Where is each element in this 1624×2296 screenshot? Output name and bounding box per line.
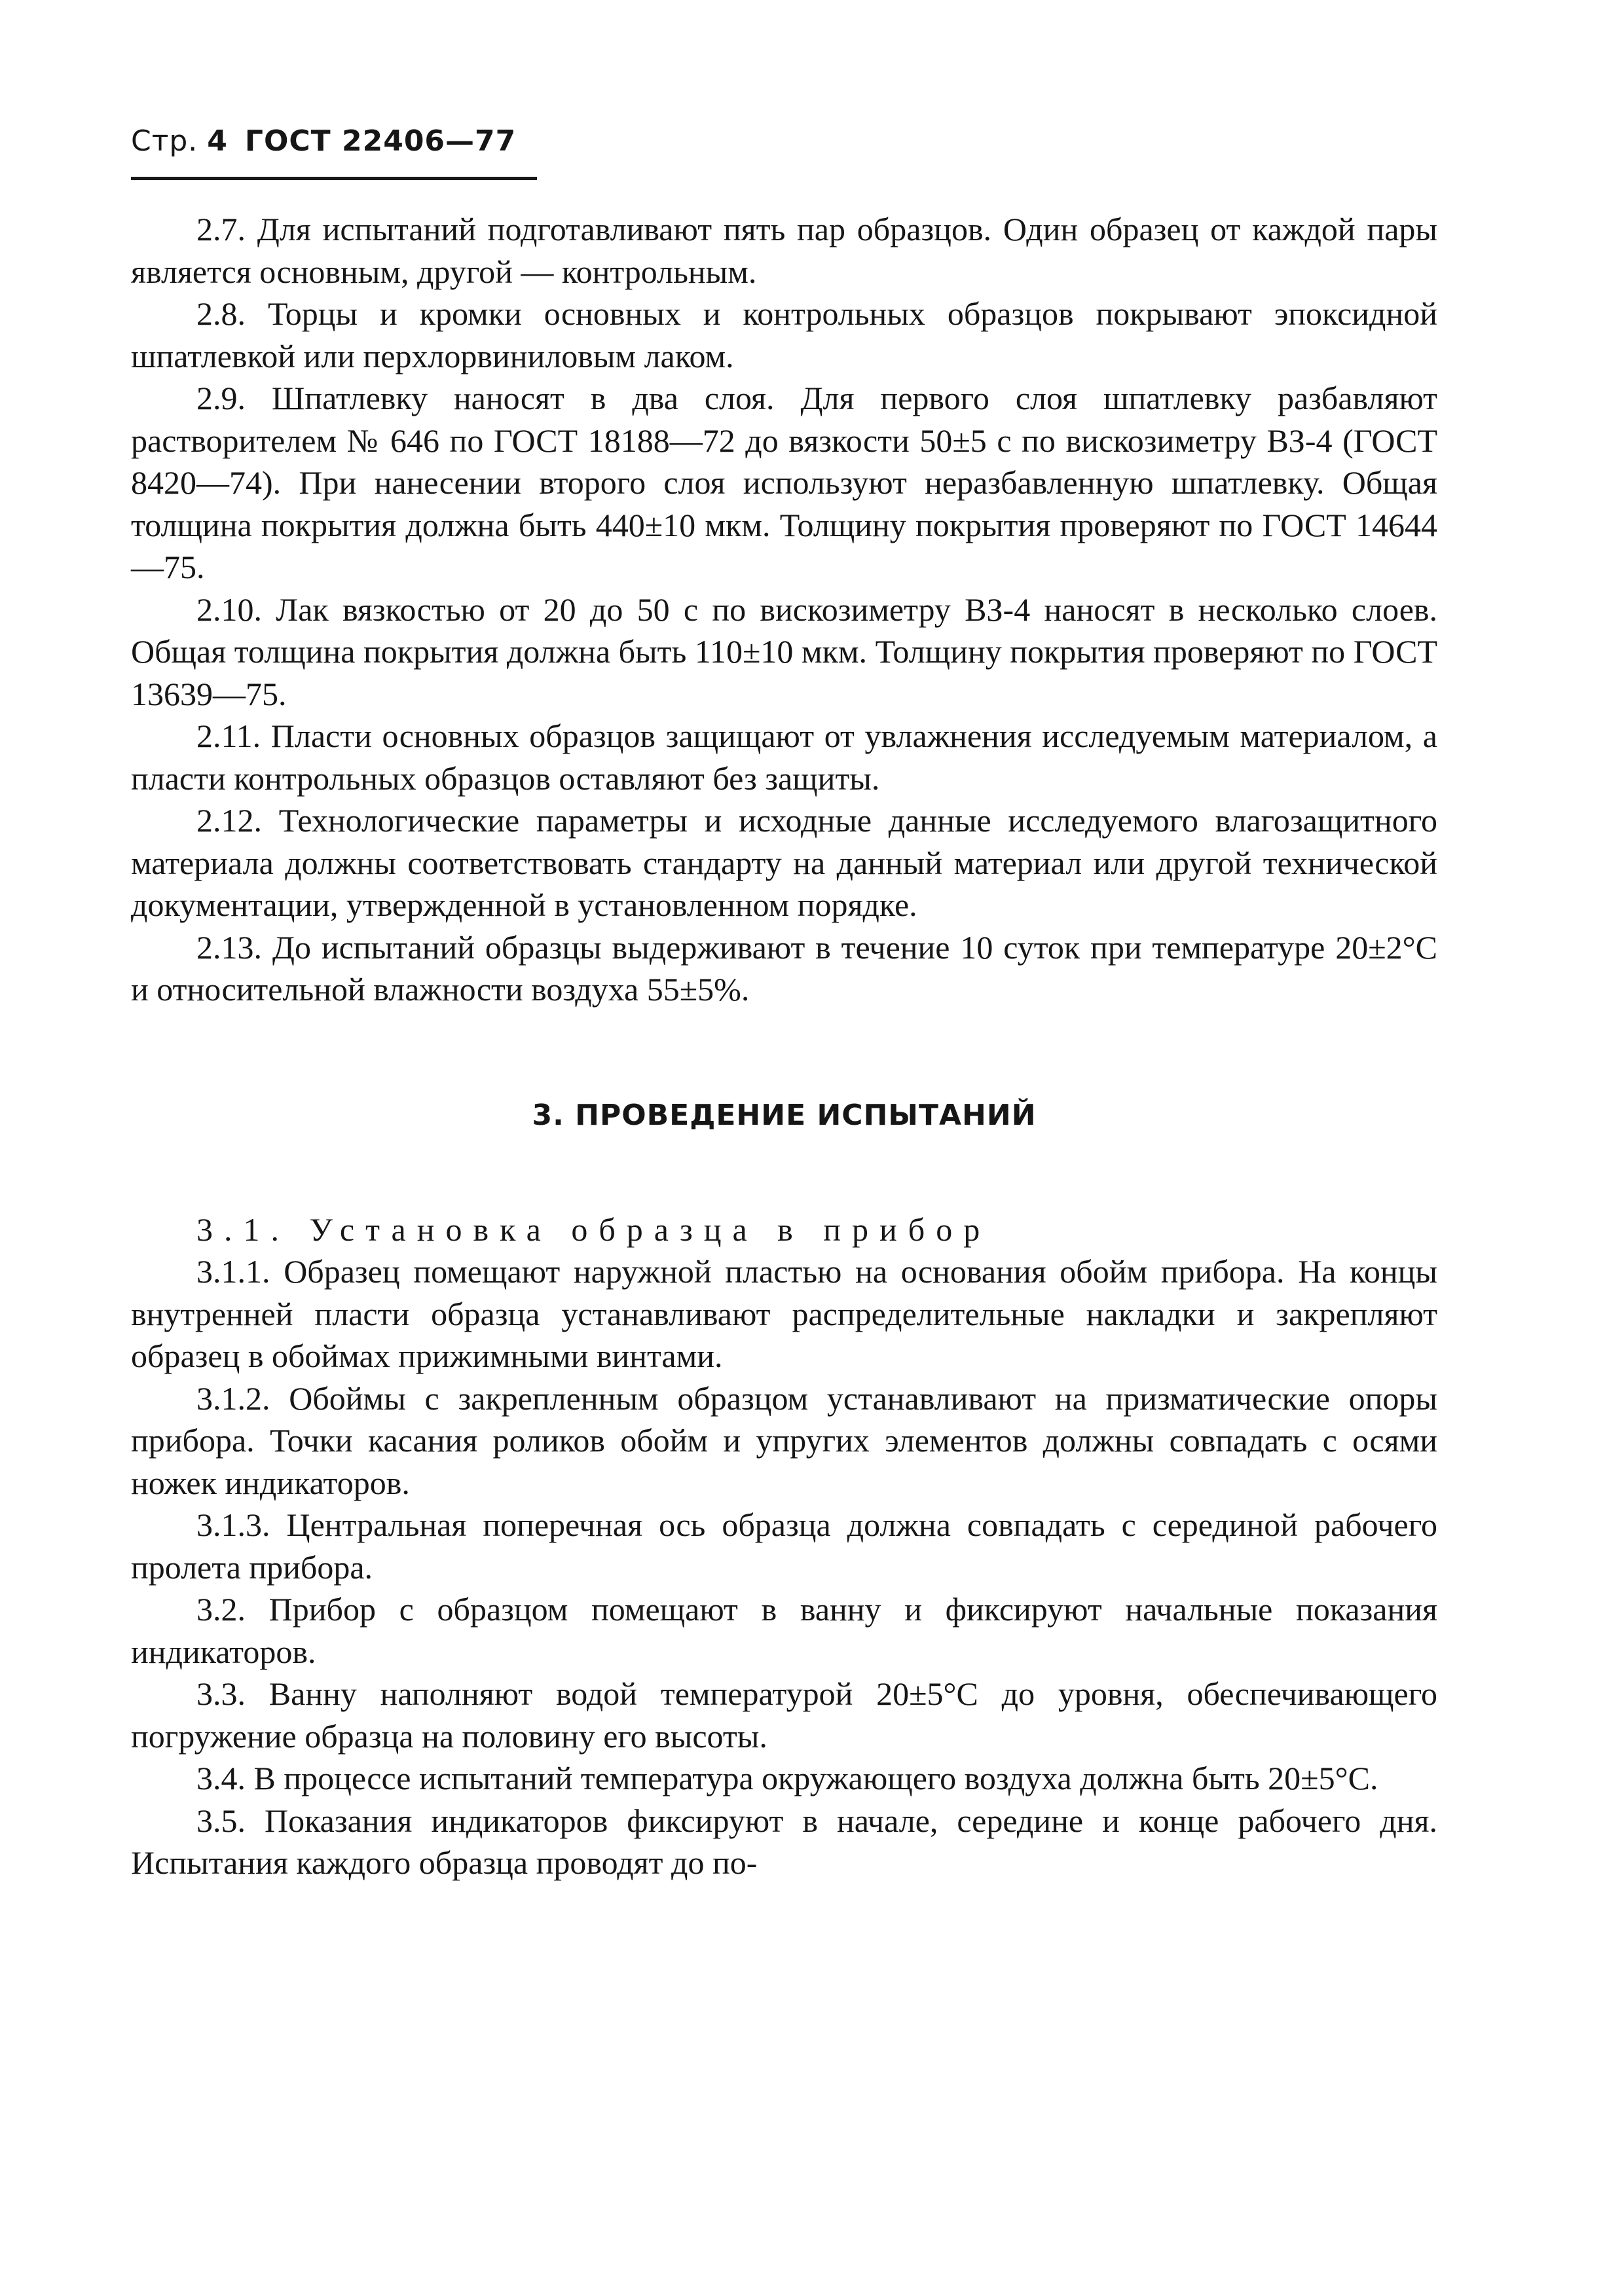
clause-2-7: 2.7. Для испытаний подготавливают пять пар образцов. Один образец от каждой пары является основным, другой — контрольным.	[131, 211, 1437, 290]
clause-2-10: 2.10. Лак вязкостью от 20 до 50 с по вискозиметру ВЗ-4 наносят в несколько слоев. Общая толщина покрытия должна быть 110±10 мкм. Толщину покрытия проверяют по ГОСТ 13639—75.	[131, 591, 1437, 712]
standard-designation: ГОСТ 22406—77	[244, 124, 517, 158]
clause-2-11: 2.11. Пласти основных образцов защищают от увлажнения исследуемым материалом, а пласти контрольных образцов оставляют без защиты.	[131, 718, 1437, 797]
page-label: Стр.	[131, 124, 198, 158]
clause-3-2: 3.2. Прибор с образцом помещают в ванну и фиксируют начальные показания индикаторов.	[131, 1591, 1437, 1670]
clause-3-1-1: 3.1.1. Образец помещают наружной пластью на основания обойм прибора. На концы внутренней пласти образца устанавливают распределительные накладки и закрепляют образец в обоймах прижимными винтами.	[131, 1253, 1437, 1374]
clause-3-1-3: 3.1.3. Центральная поперечная ось образца должна совпадать с серединой рабочего пролета прибора.	[131, 1506, 1437, 1586]
clause-2-12: 2.12. Технологические параметры и исходные данные исследуемого влагозащитного материала должны соответствовать стандарту на данный материал или другой технической документации, утвержденной в установленном порядке.	[131, 802, 1437, 923]
clause-2-9: 2.9. Шпатлевку наносят в два слоя. Для первого слоя шпатлевку разбавляют растворителем № 646 по ГОСТ 18188—72 до вязкости 50±5 с по вискозиметру ВЗ-4 (ГОСТ 8420—74). При нанесении второго слоя используют неразбавленную шпатлевку. Общая толщина покрытия должна быть 440±10 мкм. Толщину покрытия проверяют по ГОСТ 14644—75.	[131, 380, 1437, 585]
clause-2-8: 2.8. Торцы и кромки основных и контрольных образцов покрывают эпоксидной шпатлевкой или перхлорвиниловым лаком.	[131, 295, 1437, 374]
subsection-heading: 3.1. Установка образца в прибор	[196, 1211, 991, 1248]
clause-3-5: 3.5. Показания индикаторов фиксируют в начале, середине и конце рабочего дня. Испытания каждого образца проводят до по-	[131, 1802, 1437, 1881]
page-number: 4	[207, 124, 228, 158]
section-title: 3. ПРОВЕДЕНИЕ ИСПЫТАНИЙ	[532, 1098, 1037, 1132]
clause-3-4: 3.4. В процессе испытаний температура окружающего воздуха должна быть 20±5°С.	[196, 1760, 1378, 1796]
clause-3-3: 3.3. Ванну наполняют водой температурой 20±5°С до уровня, обеспечивающего погружение образца на половину его высоты.	[131, 1675, 1437, 1755]
document-body	[131, 208, 1437, 1884]
clause-3-1-2: 3.1.2. Обоймы с закрепленным образцом устанавливают на призматические опоры прибора. Точки касания роликов обойм и упругих элементов должны совпадать с осями ножек индикаторов.	[131, 1379, 1437, 1501]
header-rule	[131, 177, 537, 180]
page-header	[131, 124, 516, 177]
clause-2-13: 2.13. До испытаний образцы выдерживают в течение 10 суток при температуре 20±2°С и относительной влажности воздуха 55±5%.	[131, 928, 1437, 1008]
